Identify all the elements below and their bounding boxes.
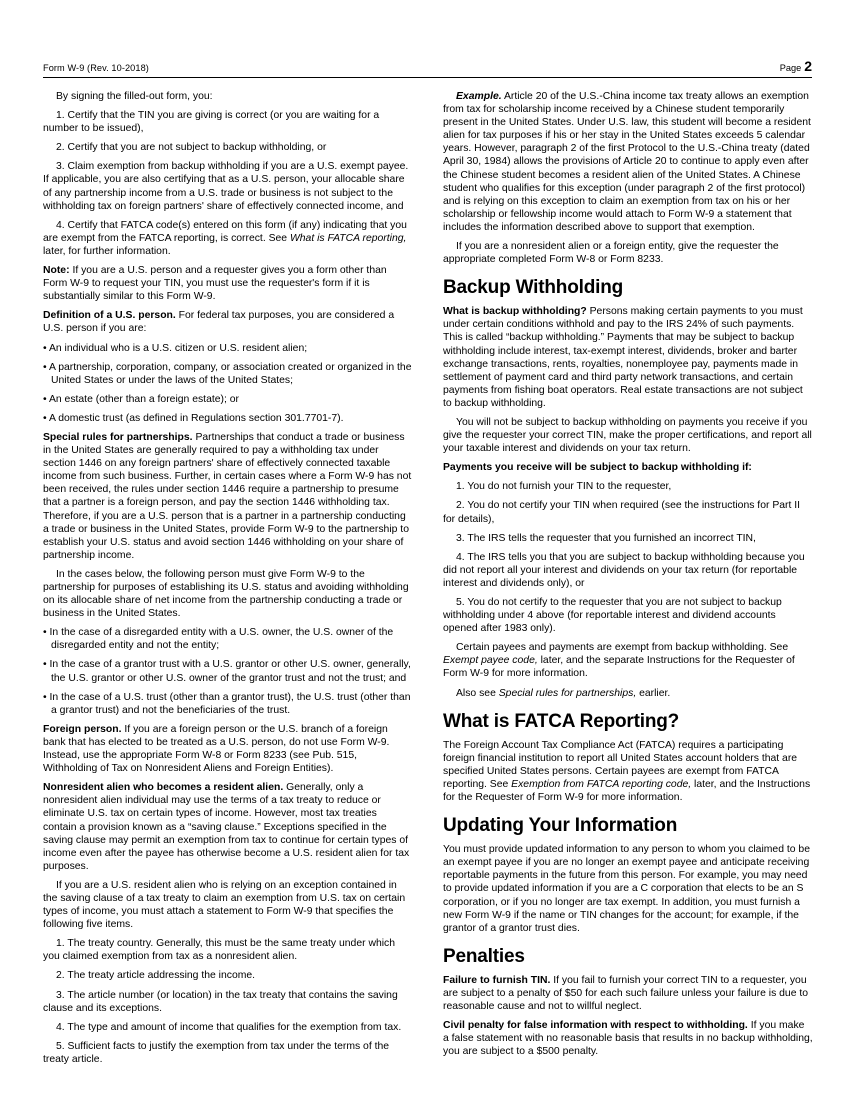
special-rules-label: Special rules for partnerships.	[43, 431, 193, 443]
also-see-text-b: earlier.	[636, 687, 671, 699]
special-rules-reference: Special rules for partnerships,	[498, 687, 637, 699]
definition-paragraph	[43, 309, 413, 335]
subject-if-label-text: Payments you receive will be subject to backup withholding if:	[443, 462, 752, 474]
certify-item-2: 2. Certify that you are not subject to backup withholding, or	[56, 142, 327, 154]
treaty-item-3: 3. The article number (or location) in the tax treaty that contains the saving clause and its exceptions.	[43, 989, 398, 1014]
civil-penalty-paragraph	[443, 1019, 813, 1058]
example-text: Article 20 of the U.S.-China income tax treaty allows an exemption from tax for scholarship income received by a Chinese student temporarily present in the United States. Under U.S. law, this student will become a resident alien for tax purposes if his or her stay in the United States exceeds 5 calendar years. However, paragraph 2 of the first Protocol to the U.S.-China treaty (dated April 30, 1984) allows the provisions of Article 20 to continue to apply even after the Chinese student becomes a resident alien of the United States. A Chinese student who qualifies for this exception (under paragraph 2 of the first protocol) and is relying on this exception to claim an exemption from tax on his or her scholarship or fellowship income would attach to Form W-9 a statement that includes the information described above to support that exemption.	[443, 91, 811, 233]
us-person-bullet-4: • A domestic trust (as defined in Regulations section 301.7701-7).	[43, 412, 344, 424]
also-see-text-a: Also see	[456, 687, 499, 699]
fatca-text-b: later, and the Instructions for the Requester of Form W-9 for more information.	[443, 778, 811, 804]
certify-item-3: 3. Claim exemption from backup withholding if you are a U.S. exempt payee. If applicable, you are also certifying that as a U.S. person, your allocable share of any partnership income from a U.S. trade or business is not subject to the withholding tax on foreign partners' share of effectively connected income, and	[43, 161, 409, 212]
subject-item-3: 3. The IRS tells the requester that you furnished an incorrect TIN,	[456, 532, 756, 544]
civil-penalty-text: If you make a false statement with no reasonable basis that results in no backup withholding, you are subject to a $500 penalty.	[443, 1020, 813, 1058]
special-rules-text: Partnerships that conduct a trade or business in the United States are generally required to pay a withholding tax under section 1446 on any foreign partners' share of effectively connected taxable income from such business. Further, in certain cases where a Form W-9 has not been received, the rules under section 1446 require a partnership to presume that a partner is a foreign person, and pay the section 1446 withholding tax. Therefore, if you are a U.S. person that is a partner in a partnership conducting a trade or business in the United States, provide Form W-9 to the partnership to establish your U.S. status and avoid section 1446 withholding on your share of partnership income.	[43, 431, 412, 561]
fatca-reporting-reference: What is FATCA reporting,	[289, 232, 407, 244]
nonresident-alien-text: Generally, only a nonresident alien individual may use the terms of a tax treaty to reduce or eliminate U.S. tax on certain types of income. However, most tax treaties contain a provision known as a “saving clause.” Exceptions specified in the saving clause may permit an exemption from tax to continue for certain types of income even after the payee has otherwise become a U.S. resident alien for tax purposes.	[43, 782, 410, 872]
fatca-text-a: The Foreign Account Tax Compliance Act (FATCA) requires a participating foreign financial institution to report all United States account holders that are specified United States persons. Certain payees are exempt from FATCA reporting. See	[443, 739, 798, 790]
definition-label: Definition of a U.S. person.	[43, 310, 176, 322]
left-column	[43, 90, 413, 1072]
note-label: Note:	[43, 265, 70, 277]
what-is-backup-withholding-paragraph	[443, 305, 813, 410]
example-label: Example.	[456, 91, 502, 102]
certify-item-4	[43, 219, 413, 258]
page-word-label: Page	[779, 63, 802, 73]
example-paragraph	[443, 90, 813, 234]
form-identifier: Form W-9 (Rev. 10-2018)	[43, 63, 149, 73]
signing-intro: By signing the filled-out form, you:	[56, 91, 213, 102]
treaty-item-4: 4. The type and amount of income that qualifies for the exemption from tax.	[56, 1021, 402, 1033]
page-header	[43, 58, 812, 78]
special-rules-paragraph	[43, 431, 413, 562]
fatca-reporting-heading: What is FATCA Reporting?	[443, 710, 680, 732]
nonresident-alien-paragraph	[43, 781, 413, 873]
us-person-bullet-1: • An individual who is a U.S. citizen or U.S. resident alien;	[43, 342, 308, 354]
foreign-person-text: If you are a foreign person or the U.S. branch of a foreign bank that has elected to be treated as a U.S. person, do not use Form W-9. Instead, use the appropriate Form W-8 or Form 8233 (see Pub. 515, Withholding of Tax on Nonresident Aliens and Foreign Entities).	[43, 723, 390, 775]
certain-payees-text-b: later, and the separate Instructions for the Requester of Form W-9 for more information.	[443, 655, 795, 680]
cases-intro: In the cases below, the following person must give Form W-9 to the partnership for purposes of establishing its U.S. status and avoiding withholding on its allocable share of net income from the partnership conducting a trade or business in the United States.	[43, 568, 409, 620]
treaty-item-5: 5. Sufficient facts to justify the exemption from tax under the terms of the treaty article.	[43, 1040, 390, 1065]
cases-bullet-2: • In the case of a grantor trust with a U.S. grantor or other U.S. owner, generally, the U.S. grantor or other U.S. owner of the grantor trust and not the trust; and	[43, 659, 411, 684]
right-column	[443, 90, 813, 1072]
civil-penalty-label: Civil penalty for false information with respect to withholding.	[443, 1020, 748, 1032]
nonresident-alien-label: Nonresident alien who becomes a resident alien.	[43, 782, 284, 794]
updating-information-paragraph: You must provide updated information to any person to whom you claimed to be an exempt payee if you are no longer an exempt payee and anticipate receiving reportable payments in the future from this person. For example, you may need to provide updated information if you are a C corporation that elects to be an S corporation, or if you no longer are tax exempt. In addition, you must furnish a new Form W-9 if the name or TIN changes for the account; for example, if the grantor of a grantor trust dies.	[443, 844, 810, 934]
certify-item-4-text-a: 4. Certify that FATCA code(s) entered on this form (if any) indicating that you are exempt from the FATCA reporting, is correct. See	[43, 219, 407, 244]
failure-to-furnish-paragraph	[443, 974, 813, 1013]
penalties-heading: Penalties	[443, 945, 525, 967]
what-is-backup-withholding-text: Persons making certain payments to you must under certain conditions withhold and pay to the IRS 24% of such payments. This is called “backup withholding.” Payments that may be subject to backup withholding include interest, tax-exempt interest, dividends, broker and barter exchange transactions, rents, royalties, nonemployee pay, payments made in settlement of payment card and third party network transactions, and certain payments from fishing boat operators. Real estate transactions are not subject to backup withholding.	[443, 306, 803, 409]
exempt-payee-code-reference: Exempt payee code,	[443, 655, 538, 667]
not-subject-paragraph: You will not be subject to backup withholding on payments you receive if you give the requester your correct TIN, make the proper certifications, and report all your taxable interest and dividends on your tax return.	[443, 416, 812, 455]
foreign-person-paragraph	[43, 723, 413, 775]
exception-intro: If you are a U.S. resident alien who is relying on an exception contained in the saving clause of a tax treaty to claim an exemption from U.S. tax on certain types of income, you must attach a statement to Form W-9 that specifies the following five items.	[43, 879, 406, 931]
note-paragraph	[43, 264, 413, 303]
two-column-body	[43, 90, 812, 1072]
foreign-person-label: Foreign person.	[43, 723, 122, 735]
subject-if-label	[443, 461, 813, 474]
certify-item-1: 1. Certify that the TIN you are giving is correct (or you are waiting for a number to be issued),	[43, 110, 380, 135]
us-person-bullet-3: • An estate (other than a foreign estate); or	[43, 393, 239, 405]
fatca-exemption-code-reference: Exemption from FATCA reporting code,	[511, 778, 692, 790]
treaty-item-1: 1. The treaty country. Generally, this must be the same treaty under which you claimed exemption from tax as a nonresident alien.	[43, 938, 396, 963]
updating-information-heading: Updating Your Information	[443, 815, 678, 837]
note-text: If you are a U.S. person and a requester gives you a form other than Form W-9 to request your TIN, you must use the requester's form if it is substantially similar to this Form W-9.	[43, 265, 387, 303]
nonresident-entity-paragraph: If you are a nonresident alien or a foreign entity, give the requester the appropriate completed Form W-8 or Form 8233.	[443, 241, 779, 266]
failure-to-furnish-label: Failure to furnish TIN.	[443, 974, 551, 986]
fatca-paragraph	[443, 739, 813, 804]
backup-withholding-heading: Backup Withholding	[443, 277, 624, 299]
definition-text: For federal tax purposes, you are considered a U.S. person if you are:	[43, 310, 395, 335]
what-is-backup-withholding-label: What is backup withholding?	[443, 306, 587, 318]
certain-payees-paragraph	[443, 641, 813, 680]
certify-item-4-text-b: later, for further information.	[43, 245, 171, 257]
also-see-paragraph	[443, 687, 813, 700]
subject-item-1: 1. You do not furnish your TIN to the requester,	[456, 481, 672, 493]
page-indicator	[780, 58, 812, 74]
page-number: 2	[804, 58, 812, 74]
certain-payees-text-a: Certain payees and payments are exempt from backup withholding. See	[456, 642, 789, 654]
failure-to-furnish-text: If you fail to furnish your correct TIN to a requester, you are subject to a penalty of $50 for each such failure unless your failure is due to reasonable cause and not to willful neglect.	[443, 974, 809, 1012]
subject-item-5: 5. You do not certify to the requester that you are not subject to backup withholding under 4 above (for reportable interest and dividend accounts opened after 1983 only).	[443, 597, 782, 635]
cases-bullet-3: • In the case of a U.S. trust (other than a grantor trust), the U.S. trust (other than a grantor trust) and not the beneficiaries of the trust.	[43, 691, 411, 716]
subject-item-2: 2. You do not certify your TIN when required (see the instructions for Part II for details),	[443, 500, 801, 525]
us-person-bullet-2: • A partnership, corporation, company, or association created or organized in the United States or under the laws of the United States;	[43, 361, 412, 386]
cases-bullet-1: • In the case of a disregarded entity with a U.S. owner, the U.S. owner of the disregarded entity and not the entity;	[43, 627, 394, 652]
subject-item-4: 4. The IRS tells you that you are subject to backup withholding because you did not report all your interest and dividends on your tax return (for reportable interest and dividends only), or	[443, 551, 805, 589]
treaty-item-2: 2. The treaty article addressing the income.	[56, 970, 256, 982]
